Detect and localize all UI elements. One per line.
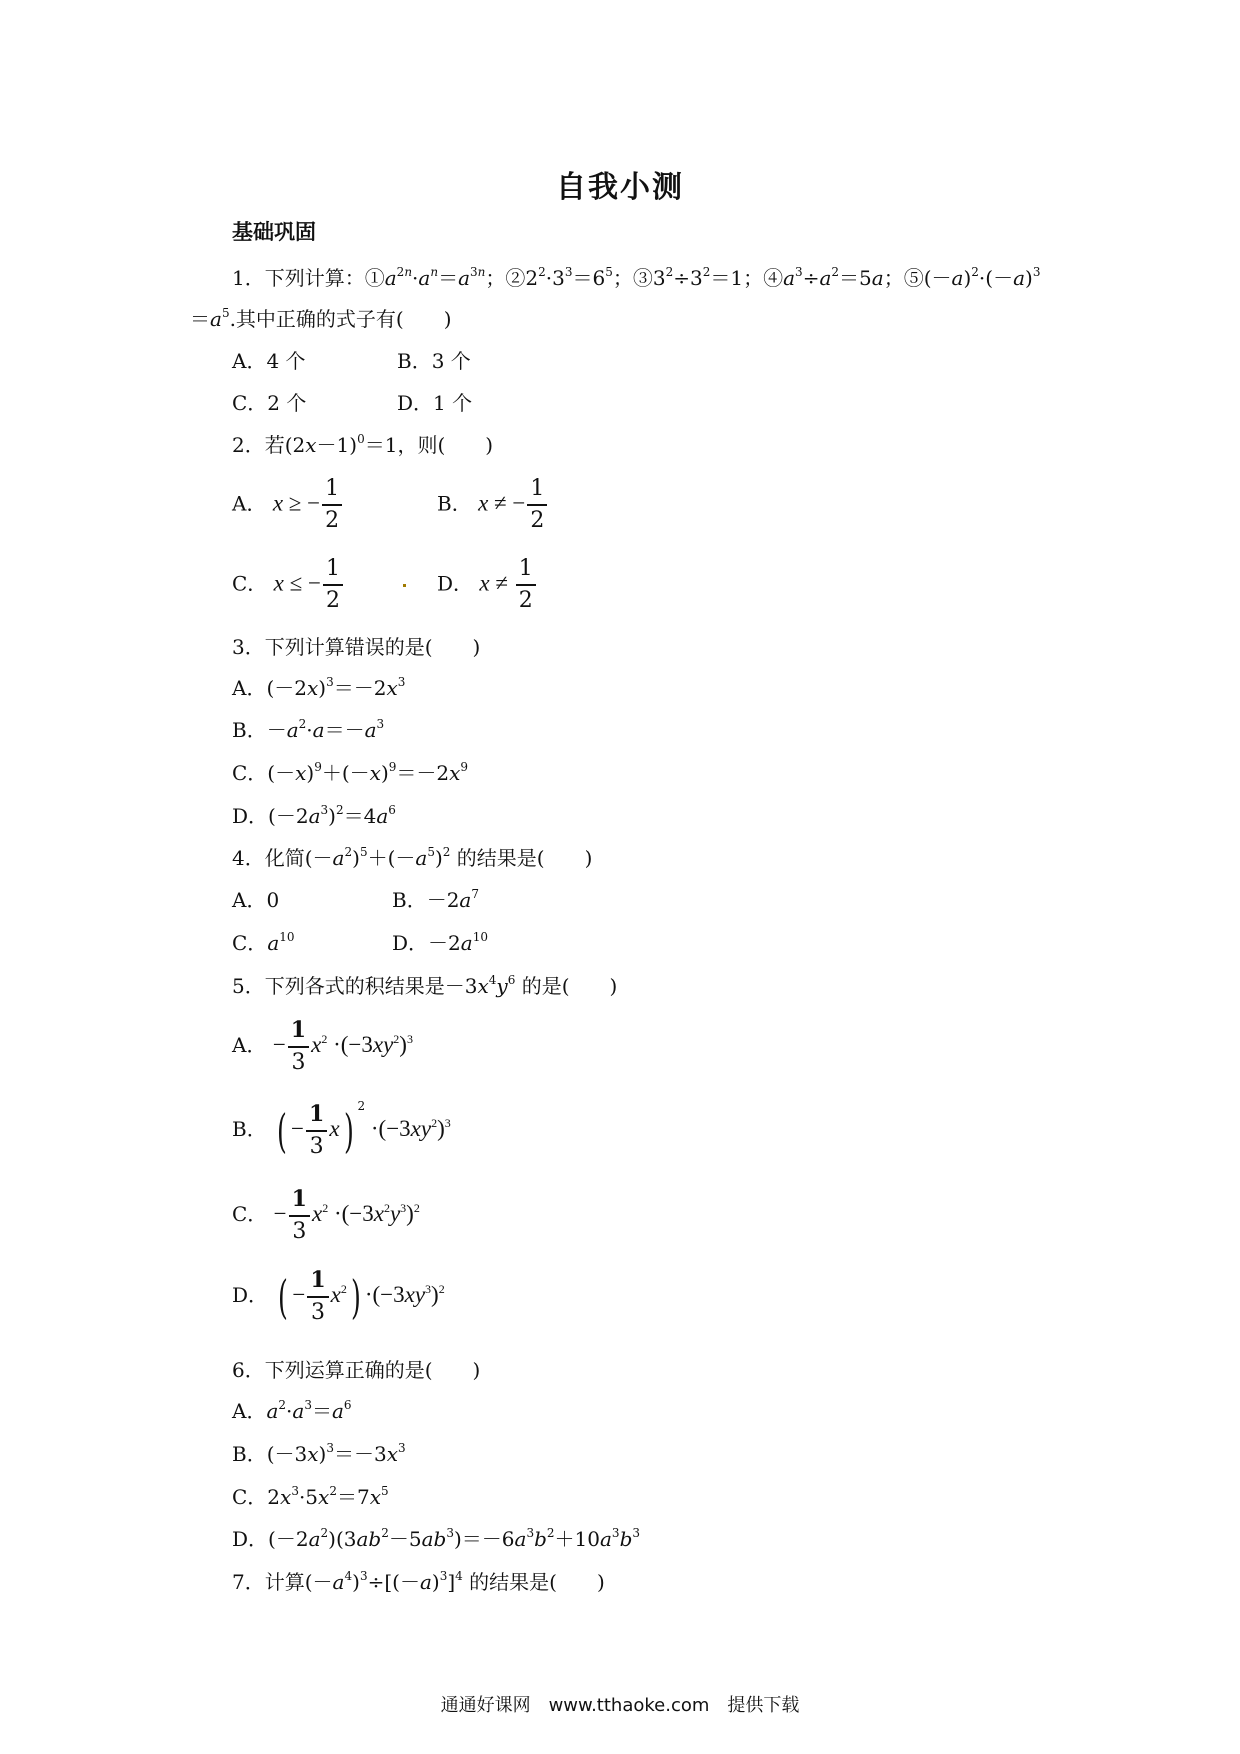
question-text: ；⑤(－ bbox=[883, 266, 952, 290]
option-a: A．4 个 bbox=[232, 349, 306, 373]
option-c: C．2 个 bbox=[232, 391, 307, 415]
question-text: 下列计算：① bbox=[264, 266, 385, 290]
question-3 bbox=[232, 637, 480, 657]
question-number: 4． bbox=[232, 846, 265, 870]
question-5: 5．下列各式的积结果是$-3x^4y^6$ 的是( ) bbox=[232, 973, 618, 998]
question-text: 的是( ) bbox=[521, 974, 618, 998]
question-7: 7．计算$(-a^4)^3\div[(-a)^3]^4$ 的结果是( ) bbox=[232, 1569, 605, 1594]
question-text: 下列计算错误的是( ) bbox=[264, 635, 481, 659]
question-text: 下列运算正确的是( ) bbox=[264, 1358, 481, 1382]
option-c: C．$2x^3\cdot 5x^2=7x^5$ bbox=[232, 1484, 389, 1509]
question-number: 3． bbox=[232, 635, 265, 659]
option-c: C． − $\frac{1}{3}$ $x^2 \cdot(-3x^2y^3)^2$ bbox=[232, 1186, 420, 1244]
question-4: 4．化简$(-a^2)^5+(-a^5)^2$ 的结果是( ) bbox=[232, 845, 593, 870]
question-2: 2．若$(2x-1)^0=1$，则( ) bbox=[232, 432, 494, 457]
question-number: 2． bbox=[232, 433, 265, 457]
option-b: B． x ≠ − $\frac{1}{2}$ bbox=[437, 476, 549, 534]
question-number: 1． bbox=[232, 266, 265, 290]
option-d: D．$(-2a^2)(3ab^2-5ab^3)=-6a^3b^2+10a^3b^3$ bbox=[232, 1526, 641, 1551]
option-c: C．$a^{10}$ bbox=[232, 930, 295, 955]
footer-source: 通通好课网 www.tthaoke.com 提供下载 bbox=[440, 1695, 800, 1716]
page-title: 自我小测 bbox=[556, 170, 684, 205]
option-a: A． − $\frac{1}{3}$ $x^2 \cdot(-3xy^2)^3$ bbox=[232, 1017, 413, 1075]
option-b: B．$(-3x)^3=-3x^3$ bbox=[232, 1441, 406, 1466]
section-heading: 基础巩固 bbox=[232, 220, 316, 244]
option-a: A．$a^2\cdot a^3=a^6$ bbox=[232, 1398, 352, 1423]
question-text: ；③3 bbox=[612, 266, 666, 290]
option-b: B．3 个 bbox=[397, 349, 471, 373]
option-d: D． ( − $\frac{1}{3}$ $x^2) \cdot(-3xy^3)^2$ bbox=[232, 1267, 445, 1325]
option-b: B．$-2a^7$ bbox=[392, 887, 479, 912]
option-d: D．$(-2a^3)^2=4a^6$ bbox=[232, 803, 396, 828]
question-text: .其中正确的式子有( ) bbox=[229, 307, 452, 331]
option-a: A．$(-2x)^3=-2x^3$ bbox=[232, 675, 406, 700]
option-a: A．0 bbox=[232, 888, 280, 912]
option-d: D．1 个 bbox=[397, 391, 473, 415]
question-number: 6． bbox=[232, 1358, 265, 1382]
question-number: 5． bbox=[232, 974, 265, 998]
question-1: 1．下列计算：$①a^{2n}\cdot a^n=a^{3n}$；$②2^2\cdot 3^3=6^5$；$③3^2\div 3^2=1$；$④a^3\div a^2=5a$；$⑤(-a)^2\cdot(-a)^3$ bbox=[232, 265, 1041, 290]
question-text: 的结果是( ) bbox=[469, 1570, 605, 1594]
option-c: C．$(-x)^9+(-x)^9=-2x^9$ bbox=[232, 760, 469, 785]
stray-mark bbox=[403, 584, 406, 587]
question-text: 的结果是( ) bbox=[456, 846, 593, 870]
option-d: D．$-2a^{10}$ bbox=[392, 930, 488, 955]
question-1-continued: $=a^5$.其中正确的式子有( ) bbox=[190, 306, 452, 331]
question-number: 7． bbox=[232, 1570, 265, 1594]
option-a: A． x ≥ − $\frac{1}{2}$ bbox=[232, 476, 344, 534]
option-b: B． ( − $\frac{1}{3}$ x) $^2 \cdot(-3xy^2)^3$ bbox=[232, 1099, 451, 1159]
option-c: C． x ≤ − $\frac{1}{2}$ bbox=[232, 556, 345, 614]
question-6 bbox=[232, 1360, 480, 1380]
option-b: B．$-a^2\cdot a=-a^3$ bbox=[232, 717, 385, 742]
option-d: D． x ≠ $\frac{1}{2}$ bbox=[437, 556, 538, 614]
question-text: ；②2 bbox=[485, 266, 539, 290]
question-text: ；④ bbox=[743, 266, 784, 290]
